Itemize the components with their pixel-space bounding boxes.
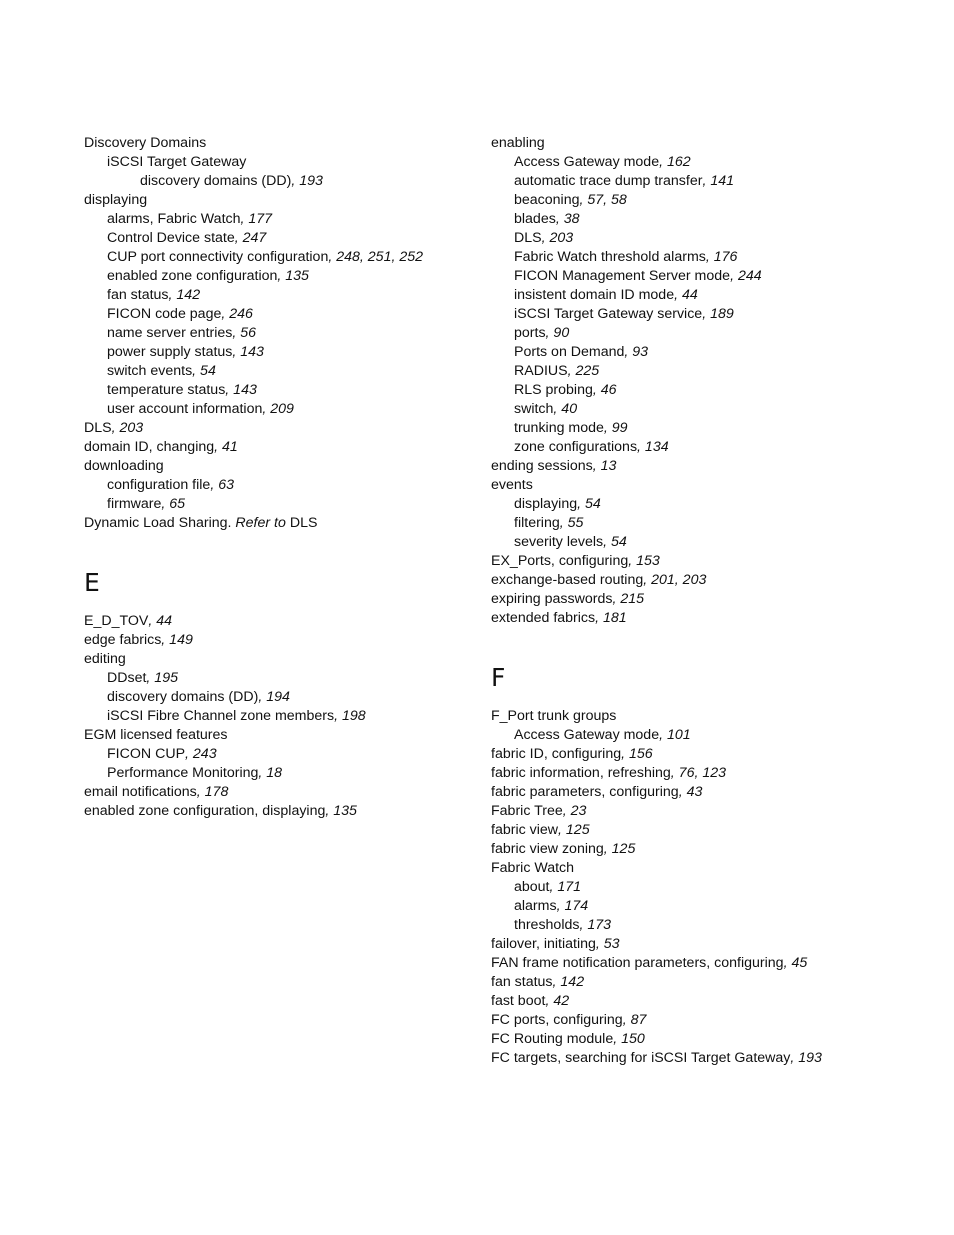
- index-entry: [491, 172, 931, 191]
- index-entry: [491, 457, 931, 476]
- entry-term: power supply status: [107, 344, 233, 360]
- entry-term: iSCSI Target Gateway: [107, 154, 247, 170]
- page-numbers: , 215: [612, 591, 645, 607]
- entry-term: Access Gateway mode: [514, 154, 660, 170]
- entry-term: expiring passwords: [491, 591, 613, 607]
- page-numbers: , 194: [258, 689, 290, 705]
- index-entry: [491, 764, 931, 783]
- entry-term: severity levels: [514, 534, 604, 550]
- page-numbers: , 18: [258, 765, 283, 781]
- index-entry: [491, 191, 931, 210]
- entry-term: FC ports, configuring: [491, 1012, 623, 1028]
- index-entry: [491, 514, 931, 533]
- page-numbers: , 43: [678, 784, 703, 800]
- entry-term: RADIUS: [514, 363, 568, 379]
- page-numbers: , 53: [595, 936, 620, 952]
- entry-term: Ports on Demand: [514, 344, 625, 360]
- index-entry: [491, 419, 931, 438]
- entry-term: Access Gateway mode: [514, 727, 660, 743]
- entry-term: switch events: [107, 363, 193, 379]
- page-numbers: , 189: [702, 306, 734, 322]
- index-entry: [84, 153, 474, 172]
- entry-term: Fabric Watch: [491, 860, 575, 876]
- entry-term: F_Port trunk groups: [491, 708, 617, 724]
- index-entry: [84, 802, 474, 821]
- page-numbers: , 44: [674, 287, 698, 303]
- page-numbers: , 173: [579, 917, 612, 933]
- entry-term: iSCSI Target Gateway service: [514, 306, 703, 322]
- entry-term: Performance Monitoring: [107, 765, 259, 781]
- cross-reference-label: Refer to: [235, 515, 286, 531]
- index-entry: [491, 362, 931, 381]
- entry-term: Discovery Domains: [84, 135, 207, 151]
- page-numbers: , 40: [553, 401, 578, 417]
- index-entry: [491, 859, 931, 878]
- entry-term: ending sessions: [491, 458, 593, 474]
- page-numbers: , 42: [545, 993, 570, 1009]
- page-numbers: , 99: [603, 420, 628, 436]
- page-numbers: , 54: [603, 534, 627, 550]
- index-entry: [491, 495, 931, 514]
- section-letter-heading: E: [84, 568, 100, 597]
- entry-term: DLS: [84, 420, 112, 436]
- index-entry: [84, 172, 474, 191]
- index-entry: [491, 305, 931, 324]
- page-numbers: , 149: [161, 632, 193, 648]
- page-numbers: , 57, 58: [579, 192, 627, 208]
- entry-term: edge fabrics: [84, 632, 162, 648]
- page-numbers: , 55: [559, 515, 584, 531]
- page-numbers: , 76, 123: [670, 765, 727, 781]
- entry-term: FC Routing module: [491, 1031, 614, 1047]
- page-numbers: , 65: [161, 496, 186, 512]
- index-entry: [84, 631, 474, 650]
- entry-term: extended fabrics: [491, 610, 596, 626]
- entry-term: CUP port connectivity configuration: [107, 249, 329, 265]
- cross-reference-target: DLS: [285, 515, 318, 531]
- page-numbers: , 142: [168, 287, 201, 303]
- index-entry: [491, 1049, 931, 1068]
- index-entry: [84, 476, 474, 495]
- index-entry: [84, 210, 474, 229]
- entry-term: email notifications: [84, 784, 197, 800]
- entry-term: displaying: [514, 496, 578, 512]
- entry-term: FICON code page: [107, 306, 222, 322]
- index-entry: [491, 745, 931, 764]
- index-entry: [491, 229, 931, 248]
- entry-term: fabric view zoning: [491, 841, 604, 857]
- index-entry: [84, 783, 474, 802]
- page-numbers: , 135: [325, 803, 357, 819]
- index-entry: [84, 745, 474, 764]
- entry-term: fast boot: [491, 993, 546, 1009]
- index-entry: [84, 438, 474, 457]
- page-numbers: , 23: [562, 803, 587, 819]
- index-entry: [84, 764, 474, 783]
- index-entry: [491, 571, 931, 590]
- page-numbers: , 177: [240, 211, 273, 227]
- index-entry: [491, 609, 931, 628]
- entry-term: Dynamic Load Sharing.: [84, 515, 236, 531]
- page-numbers: , 203: [541, 230, 574, 246]
- page-numbers: , 41: [214, 439, 238, 455]
- page-numbers: , 135: [277, 268, 309, 284]
- index-entry: [84, 286, 474, 305]
- entry-term: Control Device state: [107, 230, 235, 246]
- page-numbers: , 153: [628, 553, 660, 569]
- entry-term: displaying: [84, 192, 148, 208]
- index-entry: [84, 612, 474, 631]
- entry-term: events: [491, 477, 533, 493]
- entry-term: fabric parameters, configuring: [491, 784, 679, 800]
- index-entry: [491, 590, 931, 609]
- page-numbers: , 143: [232, 344, 264, 360]
- index-entry: [491, 840, 931, 859]
- entry-term: firmware: [107, 496, 162, 512]
- page-numbers: , 63: [210, 477, 234, 493]
- index-entry: [84, 343, 474, 362]
- page-numbers: , 101: [659, 727, 691, 743]
- index-entry: [491, 153, 931, 172]
- entry-term: Fabric Watch threshold alarms: [514, 249, 706, 265]
- entry-term: switch: [514, 401, 554, 417]
- index-entry: [491, 286, 931, 305]
- page-numbers: , 143: [225, 382, 257, 398]
- entry-term: DDset: [107, 670, 147, 686]
- entry-term: trunking mode: [514, 420, 604, 436]
- page-numbers: , 193: [291, 173, 323, 189]
- page-numbers: , 203: [111, 420, 144, 436]
- entry-term: beaconing: [514, 192, 580, 208]
- index-entry: [84, 669, 474, 688]
- entry-term: fabric view: [491, 822, 559, 838]
- index-entry: [491, 973, 931, 992]
- index-entry: [491, 324, 931, 343]
- index-entry: [491, 438, 931, 457]
- entry-term: FAN frame notification parameters, configuring: [491, 955, 784, 971]
- index-entry: [84, 191, 474, 210]
- index-entry: [84, 707, 474, 726]
- index-entry: [84, 267, 474, 286]
- page-numbers: , 225: [567, 363, 600, 379]
- entry-term: enabled zone configuration, displaying: [84, 803, 326, 819]
- index-entry: [491, 897, 931, 916]
- entry-term: user account information: [107, 401, 263, 417]
- index-entry: [84, 726, 474, 745]
- index-entry: [84, 400, 474, 419]
- page-numbers: , 209: [262, 401, 294, 417]
- index-entry: [491, 134, 931, 153]
- entry-term: editing: [84, 651, 126, 667]
- index-entry: [491, 381, 931, 400]
- index-entry: [84, 134, 474, 153]
- entry-term: EGM licensed features: [84, 727, 228, 743]
- index-entry: [491, 916, 931, 935]
- index-entry: [491, 533, 931, 552]
- entry-term: EX_Ports, configuring: [491, 553, 629, 569]
- entry-term: fabric ID, configuring: [491, 746, 622, 762]
- page-numbers: , 46: [592, 382, 617, 398]
- page-numbers: , 246: [221, 306, 253, 322]
- entry-term: failover, initiating: [491, 936, 596, 952]
- page-numbers: , 174: [556, 898, 589, 914]
- index-entry: [84, 495, 474, 514]
- entry-term: FC targets, searching for iSCSI Target Gateway: [491, 1050, 791, 1066]
- entry-term: downloading: [84, 458, 164, 474]
- entry-term: temperature status: [107, 382, 226, 398]
- page-numbers: , 181: [595, 610, 627, 626]
- entry-term: domain ID, changing: [84, 439, 215, 455]
- entry-term: enabling: [491, 135, 545, 151]
- index-entry: [84, 229, 474, 248]
- entry-term: RLS probing: [514, 382, 593, 398]
- index-entry: [491, 707, 931, 726]
- entry-term: FICON Management Server mode: [514, 268, 731, 284]
- entry-term: filtering: [514, 515, 560, 531]
- entry-term: E_D_TOV: [84, 613, 149, 629]
- page-numbers: , 162: [659, 154, 691, 170]
- page-numbers: , 244: [730, 268, 762, 284]
- index-entry: [491, 802, 931, 821]
- page-numbers: , 247: [234, 230, 267, 246]
- page-numbers: , 248, 251, 252: [328, 249, 424, 265]
- entry-term: configuration file: [107, 477, 211, 493]
- index-entry: [84, 362, 474, 381]
- entry-term: zone configurations: [514, 439, 638, 455]
- entry-term: automatic trace dump transfer: [514, 173, 703, 189]
- entry-term: alarms: [514, 898, 557, 914]
- entry-term: iSCSI Fibre Channel zone members: [107, 708, 335, 724]
- index-entry: [491, 1011, 931, 1030]
- page-numbers: , 176: [705, 249, 738, 265]
- index-entry: [491, 476, 931, 495]
- page-numbers: , 150: [613, 1031, 645, 1047]
- page-numbers: , 193: [790, 1050, 822, 1066]
- entry-term: ports: [514, 325, 546, 341]
- index-entry: [491, 878, 931, 897]
- page-numbers: , 134: [637, 439, 669, 455]
- page-numbers: , 56: [232, 325, 257, 341]
- index-entry: [84, 381, 474, 400]
- page-numbers: , 54: [577, 496, 601, 512]
- index-entry: [491, 726, 931, 745]
- index-entry: [84, 514, 474, 533]
- index-entry: [84, 248, 474, 267]
- entry-term: fan status: [107, 287, 169, 303]
- entry-term: thresholds: [514, 917, 580, 933]
- entry-term: exchange-based routing: [491, 572, 644, 588]
- index-entry: [491, 783, 931, 802]
- page-numbers: , 44: [148, 613, 173, 629]
- index-entry: [491, 935, 931, 954]
- page-numbers: , 171: [549, 879, 582, 895]
- page-numbers: , 141: [702, 173, 735, 189]
- page-numbers: , 195: [146, 670, 178, 686]
- index-entry: [491, 992, 931, 1011]
- entry-term: Fabric Tree: [491, 803, 563, 819]
- index-entry: [84, 305, 474, 324]
- index-entry: [491, 1030, 931, 1049]
- page-numbers: , 125: [558, 822, 590, 838]
- page-numbers: , 125: [603, 841, 636, 857]
- entry-term: DLS: [514, 230, 542, 246]
- index-entry: [84, 419, 474, 438]
- index-entry: [491, 343, 931, 362]
- index-column-left: [84, 134, 474, 821]
- page-numbers: , 156: [621, 746, 653, 762]
- index-entry: [491, 954, 931, 973]
- page-numbers: , 93: [624, 344, 649, 360]
- entry-term: name server entries: [107, 325, 233, 341]
- page-numbers: , 87: [622, 1012, 647, 1028]
- entry-term: FICON CUP: [107, 746, 186, 762]
- index-entry: [491, 248, 931, 267]
- page-numbers: , 54: [192, 363, 216, 379]
- index-entry: [84, 650, 474, 669]
- page-numbers: , 90: [545, 325, 570, 341]
- index-entry: [491, 552, 931, 571]
- index-entry: [491, 210, 931, 229]
- index-entry: [491, 400, 931, 419]
- entry-term: fan status: [491, 974, 553, 990]
- entry-term: blades: [514, 211, 556, 227]
- entry-term: alarms, Fabric Watch: [107, 211, 241, 227]
- entry-term: insistent domain ID mode: [514, 287, 675, 303]
- index-entry: [84, 324, 474, 343]
- page-numbers: , 142: [552, 974, 585, 990]
- index-entry: [491, 267, 931, 286]
- entry-term: discovery domains (DD): [140, 173, 292, 189]
- page-numbers: , 243: [185, 746, 217, 762]
- entry-term: discovery domains (DD): [107, 689, 259, 705]
- entry-term: fabric information, refreshing: [491, 765, 671, 781]
- entry-term: enabled zone configuration: [107, 268, 278, 284]
- index-entry: [84, 688, 474, 707]
- page-numbers: , 38: [555, 211, 580, 227]
- page-numbers: , 198: [334, 708, 366, 724]
- entry-term: about: [514, 879, 550, 895]
- index-column-right: [491, 134, 931, 1068]
- page-numbers: , 13: [592, 458, 617, 474]
- page-numbers: , 178: [196, 784, 229, 800]
- page-numbers: , 201, 203: [643, 572, 707, 588]
- page-numbers: , 45: [783, 955, 808, 971]
- index-entry: [491, 821, 931, 840]
- index-entry: [84, 457, 474, 476]
- section-letter-heading: F: [491, 663, 506, 692]
